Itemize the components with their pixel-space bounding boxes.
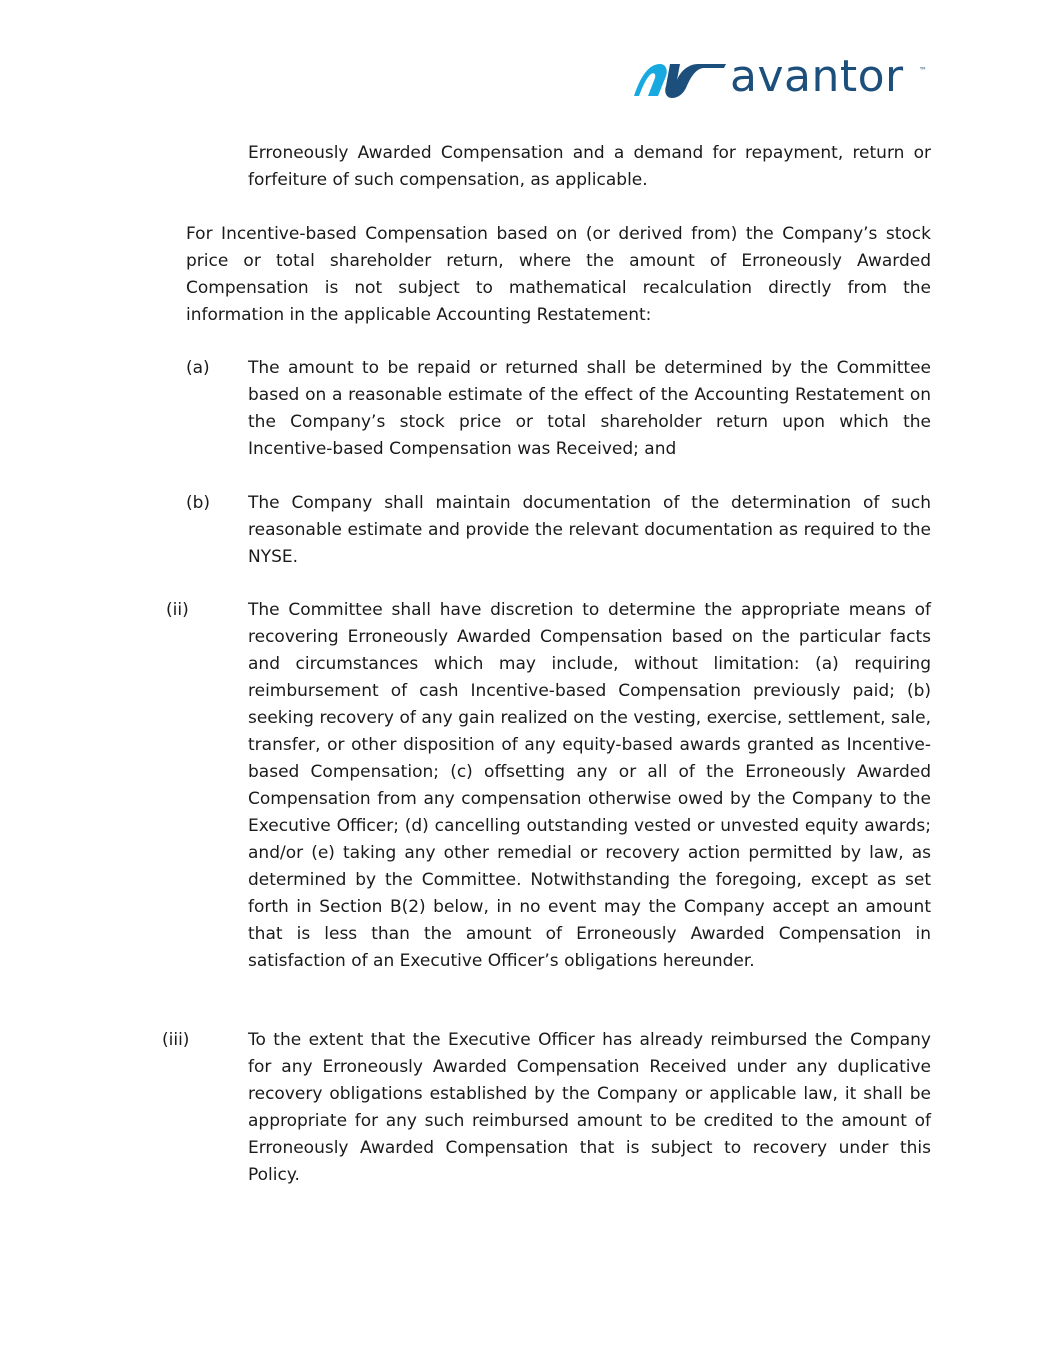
sub-item-marker: (b) — [186, 493, 211, 513]
logo-wordmark: avantor — [730, 51, 904, 102]
item-marker: (iii) — [162, 1030, 190, 1050]
sub-item-marker: (a) — [186, 358, 210, 378]
item-marker: (ii) — [166, 600, 189, 620]
avantor-logo — [630, 51, 932, 102]
sub-item-text: The Company shall maintain documentation of the determination of such reasonable estimate and provide the relevant documentation as required to the NYSE. — [248, 493, 931, 567]
item-text: To the extent that the Executive Officer has already reimbursed the Company for any Erroneously Awarded Compensation Received under any duplicative recovery obligations established by the Company or applicable law, it shall be appropriate for any such reimbursed amount to be credited to the amount of Erroneously Awarded Compensation that is subject to recovery under this Policy. — [248, 1030, 931, 1185]
item-text: The Committee shall have discretion to determine the appropriate means of recovering Erroneously Awarded Compensation based on the particular facts and circumstances which may include, without limitation: (a) requiring reimbursement of cash Incentive-based Compensation previously paid; (b) seeking recovery of any gain realized on the vesting, exercise, settlement, sale, transfer, or other disposition of any equity-based awards granted as Incentive-based Compensation; (c) offsetting any or all of the Erroneously Awarded Compensation from any compensation otherwise owed by the Company to the Executive Officer; (d) cancelling outstanding vested or unvested equity awards; and/or (e) taking any other remedial or recovery action permitted by law, as determined by the Committee. Notwithstanding the foregoing, except as set forth in Section B(2) below, in no event may the Company accept an amount that is less than the amount of Erroneously Awarded Compensation in satisfaction of an Executive Officer’s obligations hereunder. — [248, 600, 931, 971]
stock-price-paragraph: For Incentive-based Compensation based on (or derived from) the Company’s stock price or total shareholder return, where the amount of Erroneously Awarded Compensation is not subject to mathematical recalculation directly from the information in the applicable Accounting Restatement: — [186, 224, 931, 325]
avantor-swoosh-icon — [630, 58, 730, 102]
sub-item-text: The amount to be repaid or returned shall be determined by the Committee based on a reasonable estimate of the effect of the Accounting Restatement on the Company’s stock price or total shareholder return upon which the Incentive-based Compensation was Received; and — [248, 358, 931, 459]
logo-trademark: ™ — [919, 66, 927, 75]
intro-continuation-paragraph: Erroneously Awarded Compensation and a demand for repayment, return or forfeiture of such compensation, as applicable. — [248, 143, 931, 190]
